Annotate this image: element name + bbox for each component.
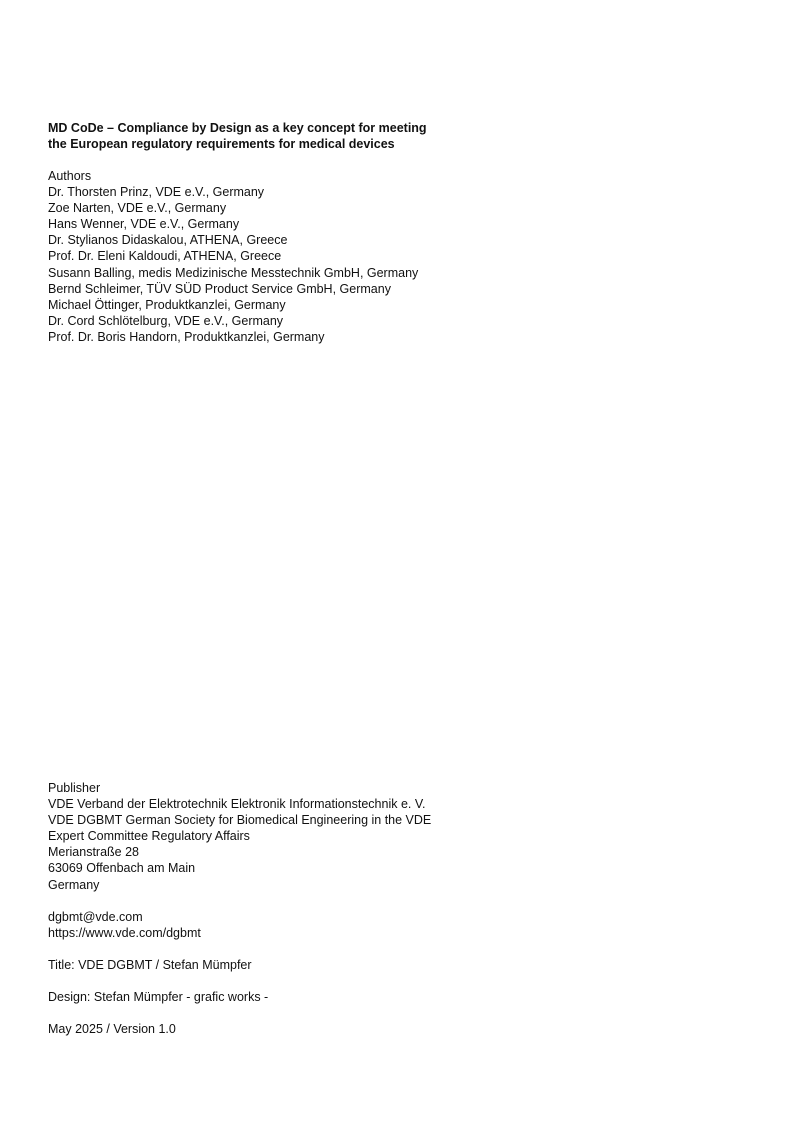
design-credit: Design: Stefan Mümpfer - grafic works - bbox=[48, 990, 269, 1005]
author-item: Hans Wenner, VDE e.V., Germany bbox=[48, 217, 240, 232]
publisher-line: VDE Verband der Elektrotechnik Elektronik Informationstechnik e. V. bbox=[48, 797, 426, 812]
title-line-1: MD CoDe – Compliance by Design as a key concept for meeting bbox=[48, 121, 427, 135]
publisher-line: Merianstraße 28 bbox=[48, 845, 140, 860]
author-item: Bernd Schleimer, TÜV SÜD Product Service GmbH, Germany bbox=[48, 281, 391, 296]
author-item: Susann Balling, medis Medizinische Messtechnik GmbH, Germany bbox=[48, 265, 419, 280]
authors-heading: Authors bbox=[48, 169, 92, 183]
publisher-line: Expert Committee Regulatory Affairs bbox=[48, 829, 250, 844]
spacer bbox=[48, 941, 748, 957]
website-link[interactable]: https://www.vde.com/dgbmt bbox=[48, 925, 201, 940]
email-link[interactable]: dgbmt@vde.com bbox=[48, 909, 143, 924]
publisher-heading: Publisher bbox=[48, 781, 101, 795]
publisher-line: VDE DGBMT German Society for Biomedical Engineering in the VDE bbox=[48, 813, 432, 828]
publisher-line: Germany bbox=[48, 877, 100, 892]
date-version: May 2025 / Version 1.0 bbox=[48, 1022, 176, 1037]
publisher-section bbox=[48, 780, 748, 1038]
document-title bbox=[48, 120, 748, 152]
spacer bbox=[48, 973, 748, 989]
author-item: Prof. Dr. Eleni Kaldoudi, ATHENA, Greece bbox=[48, 249, 282, 264]
title-line-2: the European regulatory requirements for medical devices bbox=[48, 137, 395, 151]
spacer bbox=[48, 893, 748, 909]
title-credit: Title: VDE DGBMT / Stefan Mümpfer bbox=[48, 958, 252, 973]
author-item: Dr. Stylianos Didaskalou, ATHENA, Greece bbox=[48, 233, 288, 248]
author-item: Dr. Cord Schlötelburg, VDE e.V., Germany bbox=[48, 313, 284, 328]
author-item: Zoe Narten, VDE e.V., Germany bbox=[48, 201, 227, 216]
author-item: Michael Öttinger, Produktkanzlei, Germany bbox=[48, 297, 286, 312]
authors-section bbox=[48, 168, 748, 345]
author-item: Prof. Dr. Boris Handorn, Produktkanzlei, Germany bbox=[48, 329, 325, 344]
spacer bbox=[48, 1005, 748, 1021]
author-item: Dr. Thorsten Prinz, VDE e.V., Germany bbox=[48, 185, 265, 200]
publisher-line: 63069 Offenbach am Main bbox=[48, 861, 196, 876]
